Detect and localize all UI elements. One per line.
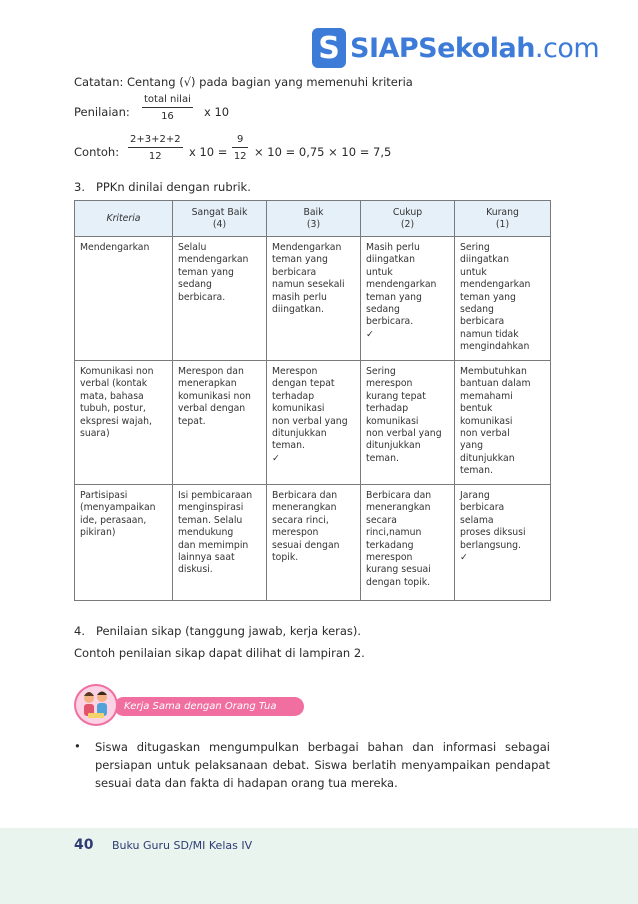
penilaian-tail: x 10: [204, 105, 230, 119]
row-2-kurang: Membutuhkan bantuan dalam memahami bentuk komunikasi non verbal yang ditunjukkan teman.: [455, 361, 551, 485]
row-2-sangat-baik: Merespon dan menerapkan komunikasi non verbal dengan tepat.: [173, 361, 267, 485]
row-2-cukup: Sering merespon kurang tepat terhadap komunikasi non verbal yang ditunjukkan teman.: [361, 361, 455, 485]
header-cukup-text: Cukup (2): [392, 206, 423, 230]
contoh-fraction-1: [128, 134, 183, 162]
header-kurang: [455, 201, 551, 237]
row-3-sangat-baik: Isi pembicaraan menginspirasi teman. Selalu mendukung dan memimpin lainnya saat diskusi.: [173, 485, 267, 601]
contoh-numerator-2: 9: [232, 134, 248, 148]
contoh-denominator-1: 12: [148, 151, 162, 162]
row-2-kriteria: Komunikasi non verbal (kontak mata, bahasa tubuh, postur, ekspresi wajah, suara): [75, 361, 173, 485]
bullet-dot: •: [74, 739, 81, 753]
header-kriteria: [75, 201, 173, 237]
header-sangat-baik: [173, 201, 267, 237]
page-footer: [0, 828, 638, 904]
book-title: Buku Guru SD/MI Kelas IV: [112, 839, 253, 852]
table-row: [75, 361, 551, 485]
row-3-kurang: Jarang berbicara selama proses diksusi berlangsung. ✓: [455, 485, 551, 601]
row-3-cukup: Berbicara dan menerangkan secara rinci,namun terkadang merespon kurang sesuai dengan topik.: [361, 485, 455, 601]
table-header-row: [75, 201, 551, 237]
penilaian-fraction: [142, 94, 193, 122]
row-2-baik: Merespon dengan tepat terhadap komunikasi non verbal yang ditunjukkan teman. ✓: [267, 361, 361, 485]
page-number: 40: [74, 837, 94, 853]
row-3-kriteria: Partisipasi (menyampaikan ide, perasaan, pikiran): [75, 485, 173, 601]
header-kurang-text: Kurang (1): [486, 206, 519, 230]
item-3-heading: 3. PPKn dinilai dengan rubrik.: [74, 180, 251, 194]
penilaian-denominator: 16: [161, 111, 174, 122]
kerja-sama-banner: [74, 684, 298, 726]
contoh-sikap-text: Contoh penilaian sikap dapat dilihat di lampiran 2.: [74, 646, 365, 660]
watermark-brand: SIAPSekolah: [350, 32, 535, 64]
banner-label: Kerja Sama dengan Orang Tua: [114, 697, 304, 716]
catatan-note: Catatan: Centang (√) pada bagian yang memenuhi kriteria: [74, 75, 413, 89]
row-1-kurang: Sering diingatkan untuk mendengarkan teman yang sedang berbicara namun tidak mengindahkan: [455, 237, 551, 361]
contoh-mid: x 10 =: [189, 145, 228, 159]
row-1-sangat-baik: Selalu mendengarkan teman yang sedang berbicara.: [173, 237, 267, 361]
watermark-s-logo: S: [312, 28, 346, 68]
penilaian-numerator: total nilai: [142, 94, 193, 108]
table-row: [75, 485, 551, 601]
header-baik: [267, 201, 361, 237]
table-row: [75, 237, 551, 361]
bullet-text: Siswa ditugaskan mengumpulkan berbagai bahan dan informasi sebagai persiapan untuk pelaksanaan debat. Siswa berlatih menyampaikan pendapat sesuai data dan fakta di hadapan orang tua mereka.: [95, 740, 550, 790]
family-icon-svg: [76, 686, 116, 724]
contoh-label: Contoh:: [74, 145, 120, 159]
row-1-kriteria: Mendengarkan: [75, 237, 173, 361]
header-cukup: [361, 201, 455, 237]
siapsekolah-watermark: [312, 28, 599, 68]
header-kriteria-text: Kriteria: [106, 212, 141, 224]
header-sangat-baik-text: Sangat Baik (4): [191, 206, 248, 230]
header-baik-text: Baik (3): [303, 206, 324, 230]
contoh-numerator-1: 2+3+2+2: [128, 134, 183, 148]
rubric-table: [74, 200, 551, 601]
row-1-cukup: Masih perlu diingatkan untuk mendengarkan teman yang sedang berbicara. ✓: [361, 237, 455, 361]
row-3-baik: Berbicara dan menerangkan secara rinci, merespon sesuai dengan topik.: [267, 485, 361, 601]
row-1-baik: Mendengarkan teman yang berbicara namun sesekali masih perlu diingatkan.: [267, 237, 361, 361]
contoh-tail: × 10 = 0,75 × 10 = 7,5: [254, 145, 392, 159]
contoh-denominator-2: 12: [233, 151, 247, 162]
penilaian-label: Penilaian:: [74, 105, 130, 119]
watermark-text: [350, 33, 599, 64]
family-illustration-icon: [74, 684, 118, 726]
watermark-domain: .com: [534, 32, 600, 64]
contoh-fraction-2: [232, 134, 248, 162]
item-4-heading: 4. Penilaian sikap (tanggung jawab, kerja keras).: [74, 624, 362, 638]
